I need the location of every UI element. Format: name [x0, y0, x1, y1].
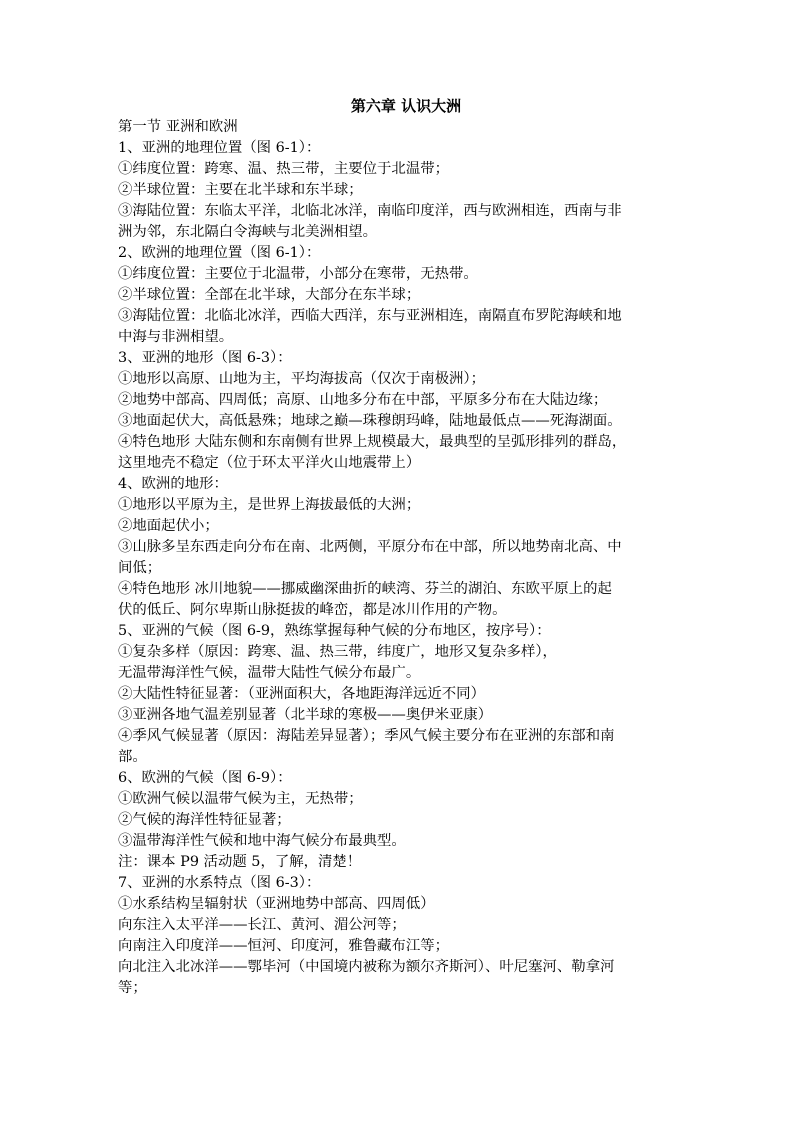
chapter-title: 第六章 认识大洲: [350, 97, 462, 115]
text-line: 中海与非洲相望。: [118, 329, 234, 345]
text-line: 间低；: [118, 560, 162, 576]
text-line: ①欧洲气候以温带气候为主，无热带；: [118, 791, 363, 807]
text-line: ②地面起伏小；: [118, 518, 219, 534]
text-line: 2、欧洲的地理位置（图 6-1）：: [118, 245, 321, 261]
text-line: 伏的低丘、阿尔卑斯山脉挺拔的峰峦，都是冰川作用的产物。: [118, 602, 507, 618]
text-line: ③亚洲各地气温差别显著（北半球的寒极——奥伊米亚康）: [118, 707, 493, 723]
text-line: 向东注入太平洋——长江、黄河、湄公河等；: [118, 917, 406, 933]
text-line: ①地形以高原、山地为主，平均海拔高（仅次于南极洲）；: [118, 371, 485, 387]
text-line: 3、亚洲的地形（图 6-3）：: [118, 350, 292, 366]
text-line: 第一节 亚洲和欧洲: [118, 119, 238, 135]
text-line: ②半球位置：主要在北半球和东半球；: [118, 182, 363, 198]
text-line: ②半球位置：全部在北半球，大部分在东半球；: [118, 287, 421, 303]
text-line: 向北注入北冰洋——鄂毕河（中国境内被称为额尔齐斯河）、叶尼塞河、勒拿河: [118, 959, 615, 975]
text-line: 这里地壳不稳定（位于环太平洋火山地震带上）: [118, 455, 421, 471]
text-line: 4、欧洲的地形：: [118, 476, 228, 492]
text-line: 1、亚洲的地理位置（图 6-1）：: [118, 140, 321, 156]
text-line: ④特色地形 冰川地貌——挪威幽深曲折的峡湾、芬兰的湖泊、东欧平原上的起: [118, 581, 612, 597]
text-line: ③地面起伏大，高低悬殊；地球之巅—珠穆朗玛峰，陆地最低点——死海湖面。: [118, 413, 622, 429]
text-line: 洲为邻，东北隔白令海峡与北美洲相望。: [118, 224, 378, 240]
text-line: ③山脉多呈东西走向分布在南、北两侧，平原分布在中部，所以地势南北高、中: [118, 539, 622, 555]
text-line: ④特色地形 大陆东侧和东南侧有世界上规模最大，最典型的呈弧形排列的群岛，: [118, 434, 627, 450]
text-line: 6、欧洲的气候（图 6-9）：: [118, 770, 292, 786]
text-line: ①地形以平原为主，是世界上海拔最低的大洲；: [118, 497, 421, 513]
document-page: [118, 95, 684, 999]
text-line: ①复杂多样（原因：跨寒、温、热三带，纬度广，地形又复杂多样），: [118, 644, 557, 660]
text-line: 部。: [118, 749, 147, 765]
text-line: ②气候的海洋性特征显著；: [118, 812, 291, 828]
text-line: ④季风气候显著（原因：海陆差异显著）；季风气候主要分布在亚洲的东部和南: [118, 728, 615, 744]
text-line: 等；: [118, 980, 147, 996]
text-line: ①纬度位置：主要位于北温带，小部分在寒带，无热带。: [118, 266, 478, 282]
text-line: 7、亚洲的水系特点（图 6-3）：: [118, 875, 321, 891]
text-line: ③海陆位置：东临太平洋，北临北冰洋，南临印度洋，西与欧洲相连，西南与非: [118, 203, 622, 219]
text-line: ③海陆位置：北临北冰洋，西临大西洋，东与亚洲相连，南隔直布罗陀海峡和地: [118, 308, 622, 324]
text-line: 向南注入印度洋——恒河、印度河，雅鲁藏布江等；: [118, 938, 449, 954]
text-line: ②大陆性特征显著：（亚洲面积大，各地距海洋远近不同）: [118, 686, 485, 702]
text-line: ①纬度位置：跨寒、温、热三带，主要位于北温带；: [118, 161, 449, 177]
text-line: ②地势中部高、四周低；高原、山地多分布在中部，平原多分布在大陆边缘；: [118, 392, 608, 408]
text-line: ①水系结构呈辐射状（亚洲地势中部高、四周低）: [118, 896, 435, 912]
text-line: 无温带海洋性气候，温带大陆性气候分布最广。: [118, 665, 421, 681]
text-line: 注：课本 P9 活动题 5，了解，清楚！: [118, 854, 362, 870]
document-body: [118, 117, 684, 999]
text-line: ③温带海洋性气候和地中海气候分布最典型。: [118, 833, 406, 849]
text-line: 5、亚洲的气候（图 6-9，熟练掌握每种气候的分布地区，按序号）：: [118, 623, 551, 639]
